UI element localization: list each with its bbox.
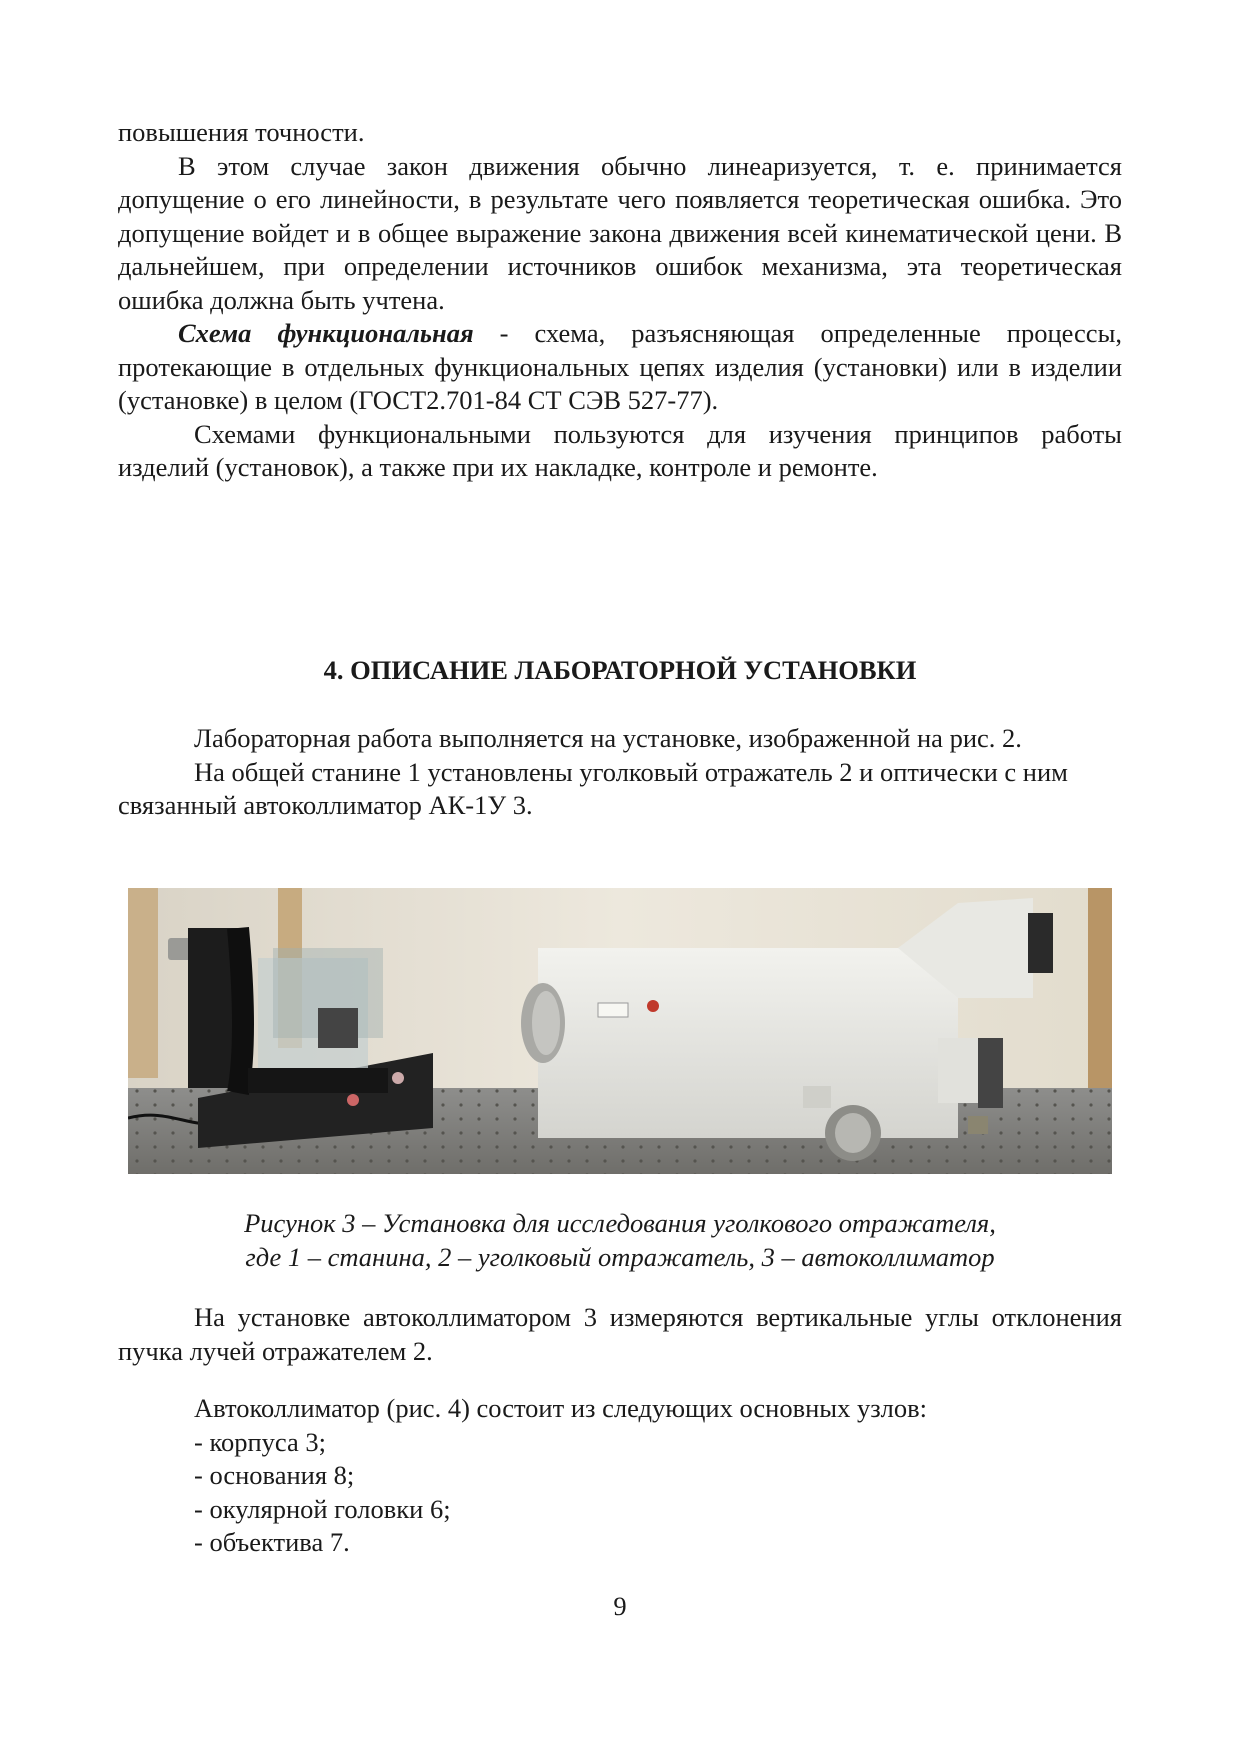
paragraph-lab-work: Лабораторная работа выполняется на установке, изображенной на рис. 2. [194,723,1022,753]
components-list [194,1392,1094,1560]
paragraph-functional-scheme [118,317,1122,418]
caption-line-2: где 1 – станина, 2 – уголковый отражатель, 3 – автоколлиматор [245,1241,995,1272]
paragraph-setup: На общей станине 1 установлены уголковый отражатель 2 и оптически с ним связанный автоколлиматор АК-1У 3. [118,756,1068,820]
paragraph-continuation: повышения точности. [118,117,365,147]
figure-photo [128,888,1112,1174]
list-intro: Автоколлиматор (рис. 4) состоит из следующих основных узлов: [194,1393,928,1423]
top-text [118,116,1122,485]
page-number: 9 [613,1591,627,1621]
list-item: - корпуса 3; [194,1426,326,1457]
list-item: - окулярной головки 6; [194,1493,451,1524]
list-item: - объектива 7. [194,1527,350,1557]
functional-scheme-definition: - схема, разъясняющая определенные процессы, протекающие в отдельных функциональных цепях изделия (установки) или в изделии (установке) в целом (ГОСТ2.701-84 СТ СЭВ 527-77). [118,318,1122,415]
paragraph-linearization: В этом случае закон движения обычно линеаризуется, т. е. принимается допущение о его линейности, в результате чего появляется теоретическая ошибка. Это допущение войдет и в общее выражение закона движения всей кинематической цени. В дальнейшем, при определении источников ошибок механизма, эта теоретическая ошибка должна быть учтена. [118,150,1122,315]
caption-line-1: Рисунок 3 – Установка для исследования уголкового отражателя, [244,1208,996,1238]
section-intro [118,722,1122,823]
paragraph-measurement: На установке автоколлиматором 3 измеряются вертикальные углы отклонения пучка лучей отражателем 2. [118,1302,1122,1366]
after-figure-paragraph [118,1301,1122,1368]
paragraph-usage: Схемами функциональными пользуются для изучения принципов работы изделий (установок), а также при их накладке, контроле и ремонте. [118,418,1122,482]
section-heading: 4. ОПИСАНИЕ ЛАБОРАТОРНОЙ УСТАНОВКИ [323,655,917,685]
list-item: - основания 8; [194,1460,355,1490]
figure-caption [118,1207,1122,1274]
term-functional-scheme: Схема функциональная [178,318,474,348]
